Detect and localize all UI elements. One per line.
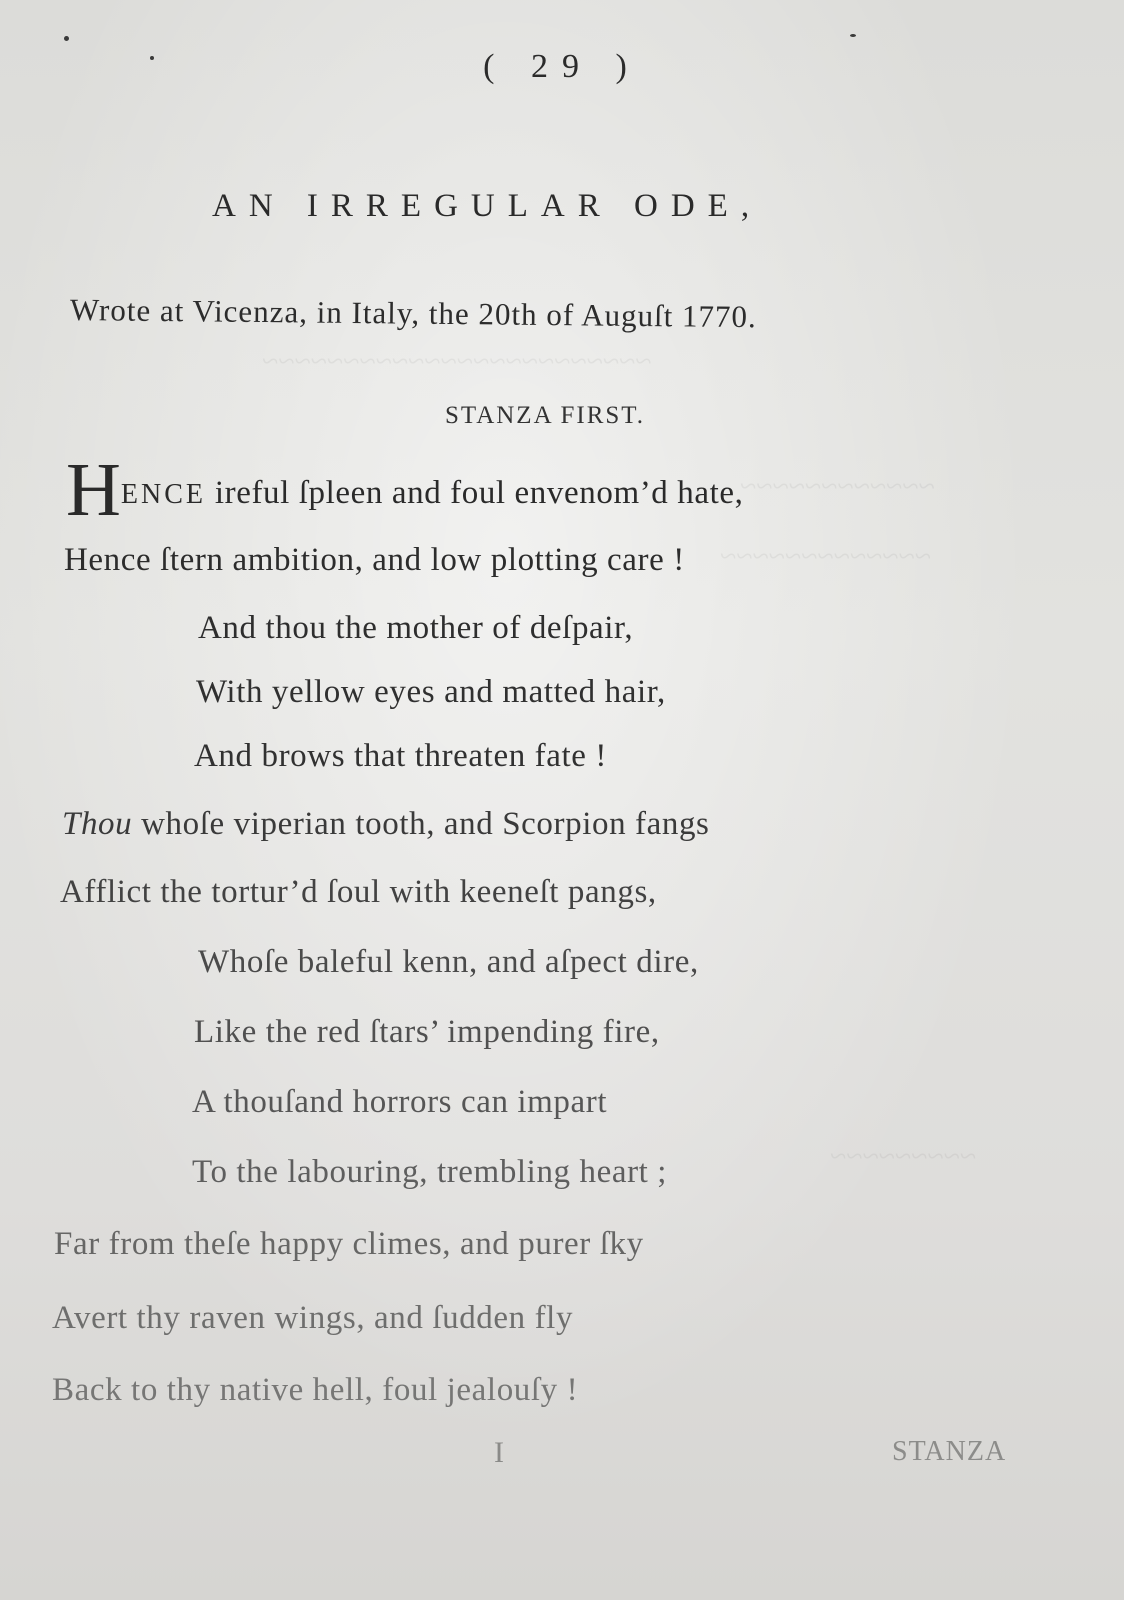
- show-through-text: ~~~~~~~~~~~~~: [720, 540, 931, 573]
- line-text: ireful ſpleen and foul envenom’d hate,: [206, 475, 744, 511]
- poem-line-4: With yellow eyes and matted hair,: [196, 674, 666, 710]
- ink-speck: [64, 36, 69, 41]
- poem-title: AN IRREGULAR ODE,: [212, 188, 763, 224]
- poem-line-13: Avert thy raven wings, and ſudden fly: [52, 1300, 574, 1336]
- catchword: STANZA: [892, 1436, 1007, 1467]
- small-caps-word: ENCE: [120, 479, 206, 510]
- poem-line-2: Hence ſtern ambition, and low plotting care !: [64, 542, 685, 578]
- poem-line-10: A thouſand horrors can impart: [192, 1084, 608, 1120]
- line-text: whoſe viperian tooth, and Scorpion fangs: [132, 806, 710, 842]
- poem-line-14: Back to thy native hell, foul jealouſy !: [52, 1372, 579, 1408]
- drop-cap: H: [66, 448, 121, 532]
- page-number: ( 29 ): [483, 48, 641, 85]
- poem-line-12: Far from theſe happy climes, and purer ſky: [54, 1226, 644, 1262]
- poem-line-6: [62, 806, 710, 843]
- signature-mark: I: [494, 1436, 504, 1469]
- poem-line-7: Afflict the tortur’d ſoul with keeneſt pangs,: [60, 874, 657, 910]
- poem-line-8: Whoſe baleful kenn, and aſpect dire,: [198, 944, 699, 980]
- poem-subtitle: Wrote at Vicenza, in Italy, the 20th of Auguſt 1770.: [69, 292, 757, 335]
- italic-word: Thou: [62, 806, 133, 842]
- poem-line-9: Like the red ſtars’ impending fire,: [194, 1014, 660, 1050]
- poem-line-11: To the labouring, trembling heart ;: [192, 1154, 668, 1190]
- poem-line-3: And thou the mother of deſpair,: [198, 610, 634, 646]
- stanza-heading: STANZA FIRST.: [445, 402, 645, 429]
- show-through-text: ~~~~~~~~~: [830, 1140, 977, 1173]
- poem-line-5: And brows that threaten fate !: [194, 738, 607, 774]
- show-through-text: ~~~~~~~~~~~~: [740, 470, 935, 503]
- show-through-text: ~~~~~~~~~~~~~~~~~~~~~~~~: [262, 345, 652, 378]
- poem-line-1: [66, 448, 744, 532]
- ink-speck: [850, 34, 856, 37]
